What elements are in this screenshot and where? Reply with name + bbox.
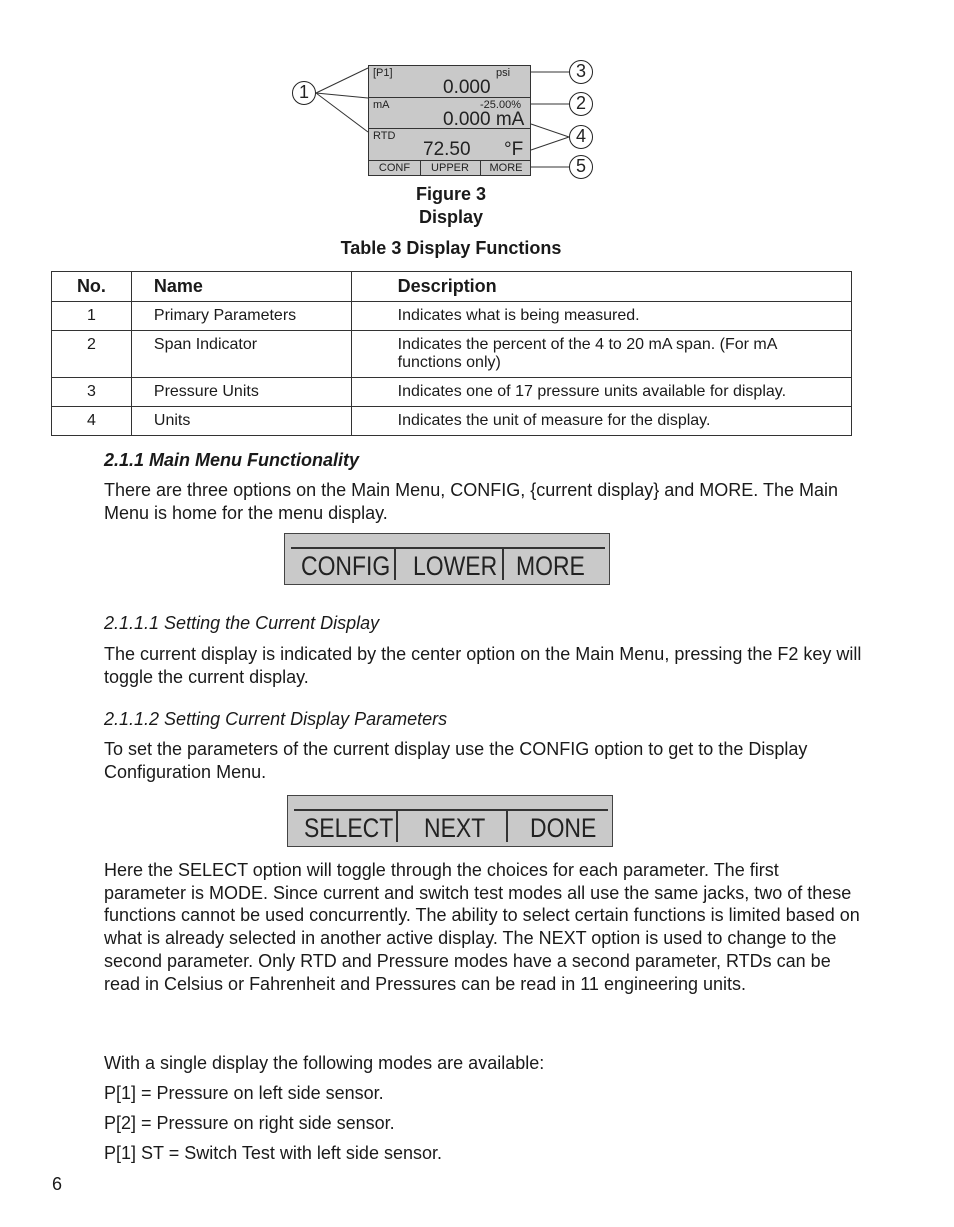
menu-divider (502, 548, 504, 580)
section-text-2-1-1-2: To set the parameters of the current display use the CONFIG option to get to the Display Configuration Menu. (104, 739, 808, 782)
callout-4: 4 (569, 125, 593, 149)
table-row (52, 407, 852, 436)
display-functions-table (51, 271, 852, 436)
callout-leader-lines (0, 0, 954, 200)
figure-caption-subtitle: Display (418, 207, 484, 227)
mode-item: P[2] = Pressure on right side sensor. (104, 1113, 395, 1133)
cell-description: Indicates one of 17 pressure units available for display. (351, 378, 851, 407)
menu-item-next: NEXT (424, 813, 486, 843)
lcd-row3-label: RTD (373, 130, 396, 142)
header-description: Description (351, 272, 851, 302)
display-config-menu-lcd (287, 795, 613, 847)
lcd-row1-unit: psi (496, 67, 511, 79)
cell-description: Indicates the unit of measure for the display. (351, 407, 851, 436)
cell-name: Primary Parameters (131, 302, 351, 331)
menu-divider (394, 548, 396, 580)
cell-name: Units (131, 407, 351, 436)
lcd-row2-percent: -25.00% (480, 99, 521, 111)
lcd-button-more: MORE (489, 162, 523, 174)
section-heading-2-1-1-2: 2.1.1.2 Setting Current Display Parameters (104, 709, 448, 729)
header-no: No. (52, 272, 132, 302)
modes-intro: With a single display the following modes are available: (104, 1053, 545, 1073)
cell-no: 3 (52, 378, 132, 407)
callout-5: 5 (569, 155, 593, 179)
section-text-2-1-1-1: The current display is indicated by the center option on the Main Menu, pressing the F2 key will toggle the current display. (104, 644, 862, 687)
table-row (52, 331, 852, 378)
cell-no: 1 (52, 302, 132, 331)
lcd-row3-unit: °F (504, 139, 524, 160)
cell-description: Indicates the percent of the 4 to 20 mA span. (For mA functions only) (351, 331, 851, 378)
mode-item: P[1] = Pressure on left side sensor. (104, 1083, 384, 1103)
menu-item-lower: LOWER (413, 551, 498, 581)
lcd-row2-label: mA (373, 99, 390, 111)
table-title: Table 3 Display Functions (340, 238, 562, 258)
menu-divider (506, 810, 508, 842)
cell-no: 4 (52, 407, 132, 436)
menu-divider (396, 810, 398, 842)
main-menu-lcd (284, 533, 610, 585)
lcd-row1-value: 0.000 (443, 77, 491, 98)
table-row (52, 302, 852, 331)
header-name: Name (131, 272, 351, 302)
menu-item-config: CONFIG (301, 551, 391, 581)
cell-name: Span Indicator (131, 331, 351, 378)
cell-no: 2 (52, 331, 132, 378)
lcd-row2-value: 0.000 mA (443, 109, 525, 130)
figure-caption-title: Figure 3 (415, 184, 486, 204)
cell-name: Pressure Units (131, 378, 351, 407)
callout-3: 3 (569, 60, 593, 84)
menu-item-select: SELECT (304, 813, 394, 843)
section-heading-2-1-1: 2.1.1 Main Menu Functionality (104, 450, 360, 470)
section-text-2-1-1: There are three options on the Main Menu, CONFIG, {current display} and MORE. The Main Menu is home for the menu display. (104, 480, 839, 523)
table-row (52, 378, 852, 407)
mode-item: P[1] ST = Switch Test with left side sensor. (104, 1143, 442, 1163)
menu-item-more: MORE (516, 551, 585, 581)
cell-description: Indicates what is being measured. (351, 302, 851, 331)
section-heading-2-1-1-1: 2.1.1.1 Setting the Current Display (104, 613, 380, 633)
lcd-row1-label: [P1] (373, 67, 393, 79)
table-header-row (52, 272, 852, 302)
callout-1: 1 (292, 81, 316, 105)
menu-item-done: DONE (530, 813, 597, 843)
lcd-row3-value: 72.50 (423, 139, 471, 160)
section-text-2-1-1-2-body: Here the SELECT option will toggle through the choices for each parameter. The first parameter is MODE. Since current and switch test modes all use the same jacks, two of these functions cannot be used concurrently. The ability to select certain functions is limited based on what is already selected in another active display. The NEXT option is used to change to the second parameter. Only RTD and Pressure modes have a second parameter, RTDs can be read in Celsius or Fahrenheit and Pressures can be read in 11 engineering units. (104, 860, 860, 994)
lcd-button-conf: CONF (378, 162, 411, 174)
page-number: 6 (52, 1174, 63, 1194)
callout-2: 2 (569, 92, 593, 116)
lcd-button-upper: UPPER (431, 162, 469, 174)
